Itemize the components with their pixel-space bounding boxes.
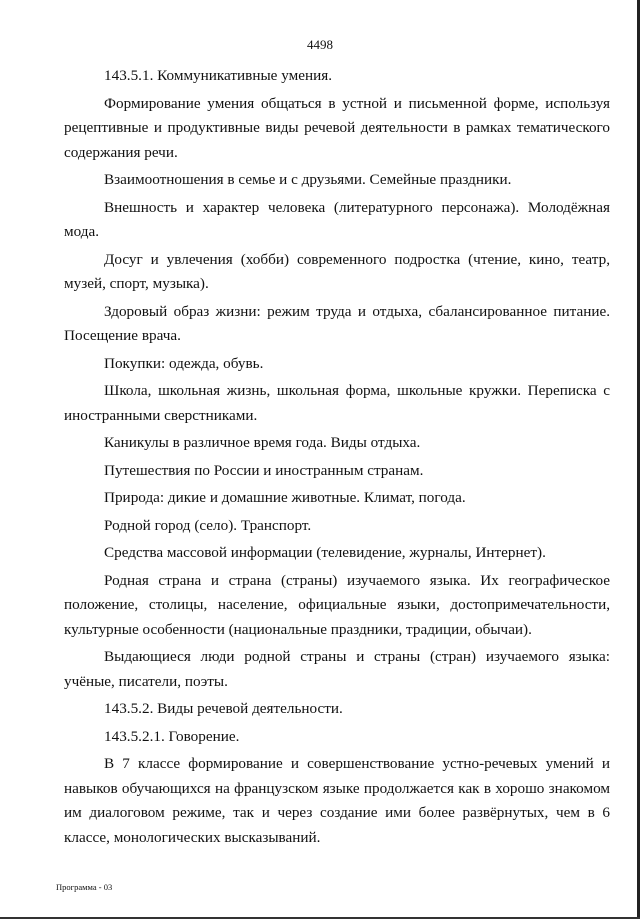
paragraph: В 7 классе формирование и совершенствование устно-речевых умений и навыков обучающихся на французском языке продолжается как в хорошо знакомом им диалоговом режиме, так и через создание ими более развёрнутых, чем в 6 классе, монологических высказываний. bbox=[64, 755, 610, 846]
topic-item: Каникулы в различное время года. Виды отдыха. bbox=[104, 434, 421, 451]
topic-item: Покупки: одежда, обувь. bbox=[104, 354, 264, 372]
section-heading-speaking: 143.5.2.1. Говорение. bbox=[104, 727, 240, 745]
topic-item: Родной город (село). Транспорт. bbox=[104, 516, 312, 534]
section-heading-speech-activity: 143.5.2. Виды речевой деятельности. bbox=[104, 700, 343, 717]
topic-item: Природа: дикие и домашние животные. Климат, погода. bbox=[104, 489, 466, 506]
topic-item: Выдающиеся люди родной страны и страны (стран) изучаемого языка: учёные, писатели, поэты. bbox=[64, 648, 610, 690]
topic-item: Путешествия по России и иностранным странам. bbox=[104, 461, 424, 479]
topic-item: Школа, школьная жизнь, школьная форма, школьные кружки. Переписка с иностранными сверстниками. bbox=[64, 382, 610, 424]
topic-item: Родная страна и страна (страны) изучаемого языка. Их географическое положение, столицы, население, официальные языки, достопримечательности, культурные особенности (национальные праздники, традиции, обычаи). bbox=[64, 571, 610, 638]
topic-item: Взаимоотношения в семье и с друзьями. Семейные праздники. bbox=[104, 171, 512, 188]
topic-item: Средства массовой информации (телевидение, журналы, Интернет). bbox=[104, 544, 546, 561]
footer-label: Программа - 03 bbox=[56, 882, 113, 892]
document-body bbox=[64, 64, 610, 853]
topic-item: Внешность и характер человека (литературного персонажа). Молодёжная мода. bbox=[64, 198, 610, 240]
topic-item: Досуг и увлечения (хобби) современного подростка (чтение, кино, театр, музей, спорт, музыка). bbox=[64, 250, 610, 292]
paragraph: Формирование умения общаться в устной и письменной форме, используя рецептивные и продуктивные виды речевой деятельности в рамках тематического содержания речи. bbox=[64, 94, 610, 161]
topic-item: Здоровый образ жизни: режим труда и отдыха, сбалансированное питание. Посещение врача. bbox=[64, 302, 610, 344]
section-heading-communicative-skills: 143.5.1. Коммуникативные умения. bbox=[104, 67, 332, 84]
page-number: 4498 bbox=[307, 37, 333, 52]
